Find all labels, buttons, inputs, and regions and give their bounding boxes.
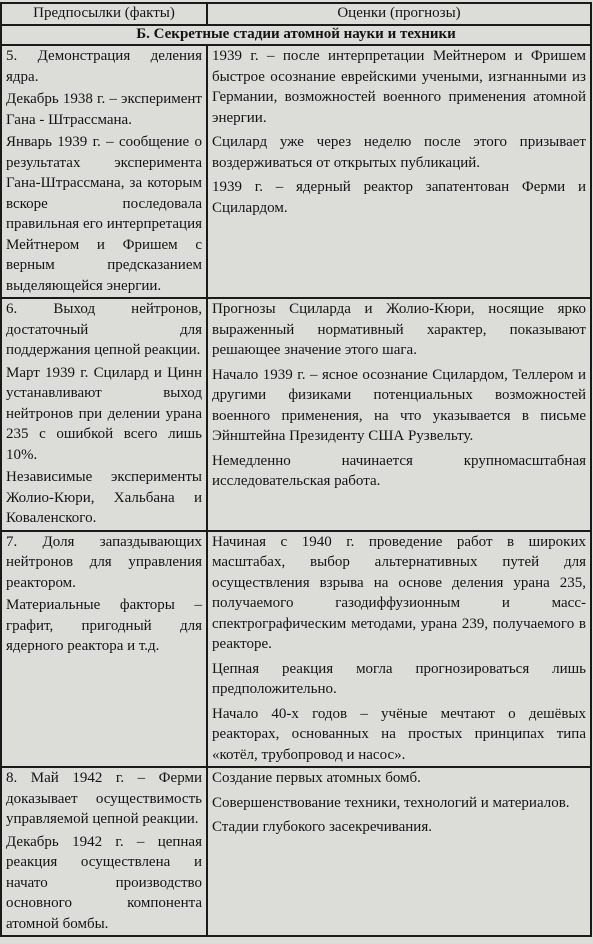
assessment-paragraph: Сцилард уже через неделю после этого призывает воздерживаться от открытых публикаций. [212, 134, 586, 171]
fact-paragraph: Независимые эксперименты Жолио-Кюри, Хальбана и Коваленского. [6, 469, 202, 526]
assessments-cell [207, 531, 591, 768]
table-row [1, 45, 591, 298]
fact-paragraph: Март 1939 г. Сцилард и Цинн устанавливают выход нейтронов при делении урана 235 с ошибкой всего лишь 10%. [6, 364, 202, 463]
assessments-cell [207, 767, 591, 936]
assessment-paragraph: Начиная с 1940 г. проведение работ в широких масштабах, выбор альтернативных путей для осуществления взрыва на основе деления урана 235, получаемого газодиффузионным и масс-спектрографическим методами, урана 239, получаемого в реакторе. [212, 533, 586, 652]
table-header-row [1, 3, 591, 25]
table-row [1, 298, 591, 531]
assessment-paragraph: Прогнозы Сциларда и Жолио-Кюри, носящие ярко выраженный нормативный характер, показывают решающее значение этого шага. [212, 301, 586, 358]
section-title: Б. Секретные стадии атомной науки и техники [1, 25, 591, 45]
facts-cell [1, 45, 207, 298]
fact-paragraph: 8. Май 1942 г. – Ферми доказывает осуществимость управляемой цепной реакции. [6, 770, 202, 827]
assessment-paragraph: Немедленно начинается крупномасштабная исследовательская работа. [212, 452, 586, 489]
facts-cell [1, 767, 207, 936]
assessment-paragraph: Совершенствование техники, технологий и материалов. [212, 794, 570, 811]
assessment-paragraph: Стадии глубокого засекречивания. [212, 819, 432, 835]
fact-paragraph: Январь 1939 г. – сообщение о результатах эксперимента Гана-Штрассмана, за которым вскоре последовала правильная его интерпретация Мейтнером и Фришем с верным предсказанием выделяющейся энергии. [6, 134, 202, 294]
assessment-paragraph: Создание первых атомных бомб. [212, 770, 421, 786]
assessments-cell [207, 298, 591, 531]
fact-paragraph: 6. Выход нейтронов, достаточный для поддержания цепной реакции. [6, 301, 202, 358]
fact-paragraph: Декабрь 1942 г. – цепная реакция осуществлена и начато производство основного компонента атомной бомбы. [6, 833, 202, 932]
fact-paragraph: Материальные факторы – графит, пригодный для ядерного реактора и т.д. [6, 597, 202, 654]
assessment-paragraph: Начало 1939 г. – ясное осознание Сцилардом, Теллером и другими физиками потенциальных возможностей военного применения, на что указывается в письме Эйнштейна Президенту США Рузвельту. [212, 366, 586, 444]
assessment-paragraph: 1939 г. – после интерпретации Мейтнером и Фришем быстрое осознание еврейскими учеными, изгнанными из Германии, возможностей военного применения атомной энергии. [212, 48, 586, 126]
column-header-assessments: Оценки (прогнозы) [207, 3, 591, 25]
fact-paragraph: Декабрь 1938 г. – эксперимент Гана - Штрассмана. [6, 91, 202, 128]
fact-paragraph: 7. Доля запаздывающих нейтронов для управления реактором. [6, 533, 202, 591]
facts-cell [1, 298, 207, 531]
fact-paragraph: 5. Демонстрация деления ядра. [6, 48, 202, 85]
assessments-cell [207, 45, 591, 298]
section-row [1, 25, 591, 45]
facts-cell [1, 531, 207, 768]
assessment-paragraph: Начало 40-х годов – учёные мечтают о дешёвых реакторах, основанных на простых принципах типа «котёл, трубопровод и насос». [212, 705, 586, 763]
table-row [1, 531, 591, 768]
assessment-paragraph: 1939 г. – ядерный реактор запатентован Ферми и Сцилардом. [212, 179, 586, 216]
column-header-facts: Предпосылки (факты) [1, 3, 207, 25]
facts-assessments-table [0, 2, 592, 937]
assessment-paragraph: Цепная реакция могла прогнозироваться лишь предположительно. [212, 660, 586, 697]
table-row [1, 767, 591, 936]
